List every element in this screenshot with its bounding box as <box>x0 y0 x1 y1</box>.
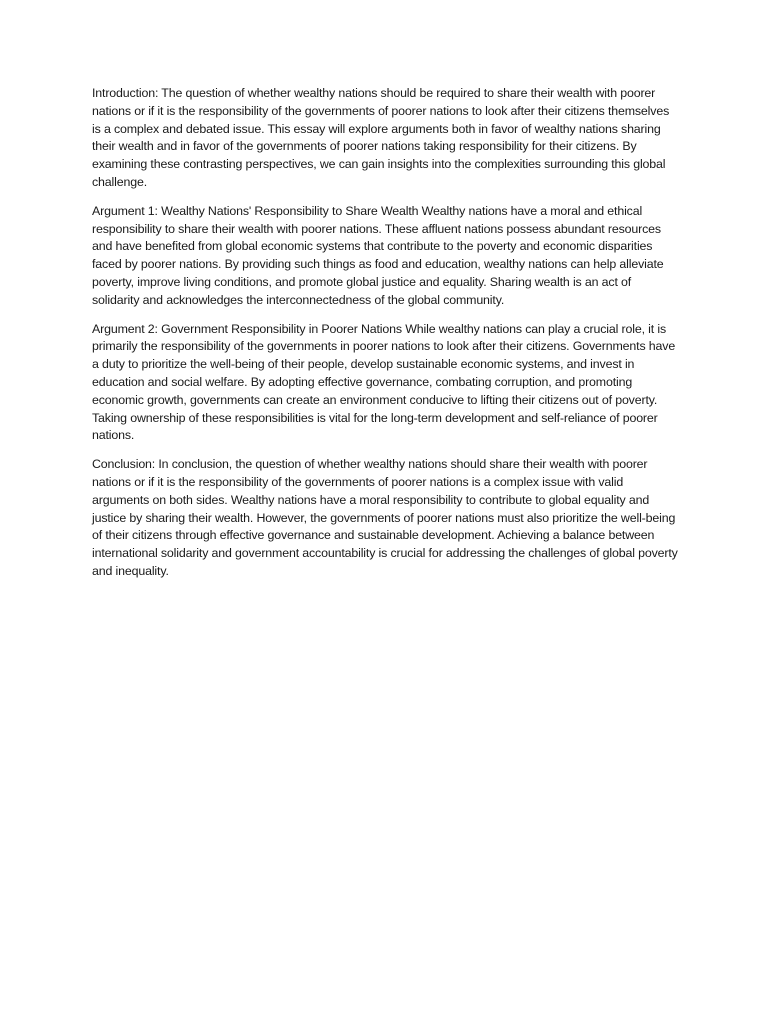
paragraph-argument-2: Argument 2: Government Responsibility in Poorer Nations While wealthy nations can play a crucial role, it is primarily the responsibility of the governments in poorer nations to look after their citizens. Governments have a duty to prioritize the well-being of their people, develop sustainable economic systems, and invest in education and social welfare. By adopting effective governance, combating corruption, and promoting economic growth, governments can create an environment conducive to lifting their citizens out of poverty. Taking ownership of these responsibilities is vital for the long-term development and self-reliance of poorer nations. <box>92 321 676 443</box>
document-body <box>92 85 678 592</box>
paragraph-argument-1: Argument 1: Wealthy Nations' Responsibility to Share Wealth Wealthy nations have a moral and ethical responsibility to share their wealth with poorer nations. These affluent nations possess abundant resources and have benefited from global economic systems that contribute to the poverty and economic disparities faced by poorer nations. By providing such things as food and education, wealthy nations can help alleviate poverty, improve living conditions, and promote global justice and equality. Sharing wealth is an act of solidarity and acknowledges the interconnectedness of the global community. <box>92 203 664 307</box>
paragraph-conclusion: Conclusion: In conclusion, the question of whether wealthy nations should share their wealth with poorer nations or if it is the responsibility of the governments of poorer nations is a complex issue with valid arguments on both sides. Wealthy nations have a moral responsibility to contribute to global equality and justice by sharing their wealth. However, the governments of poorer nations must also prioritize the well-being of their citizens through effective governance and sustainable development. Achieving a balance between international solidarity and government accountability is crucial for addressing the challenges of global poverty and inequality. <box>92 457 678 578</box>
paragraph-introduction: Introduction: The question of whether wealthy nations should be required to share their wealth with poorer nations or if it is the responsibility of the governments of poorer nations to look after their citizens themselves is a complex and debated issue. This essay will explore arguments both in favor of wealthy nations sharing their wealth and in favor of the governments of poorer nations taking responsibility for their citizens. By examining these contrasting perspectives, we can gain insights into the complexities surrounding this global challenge. <box>92 86 670 189</box>
